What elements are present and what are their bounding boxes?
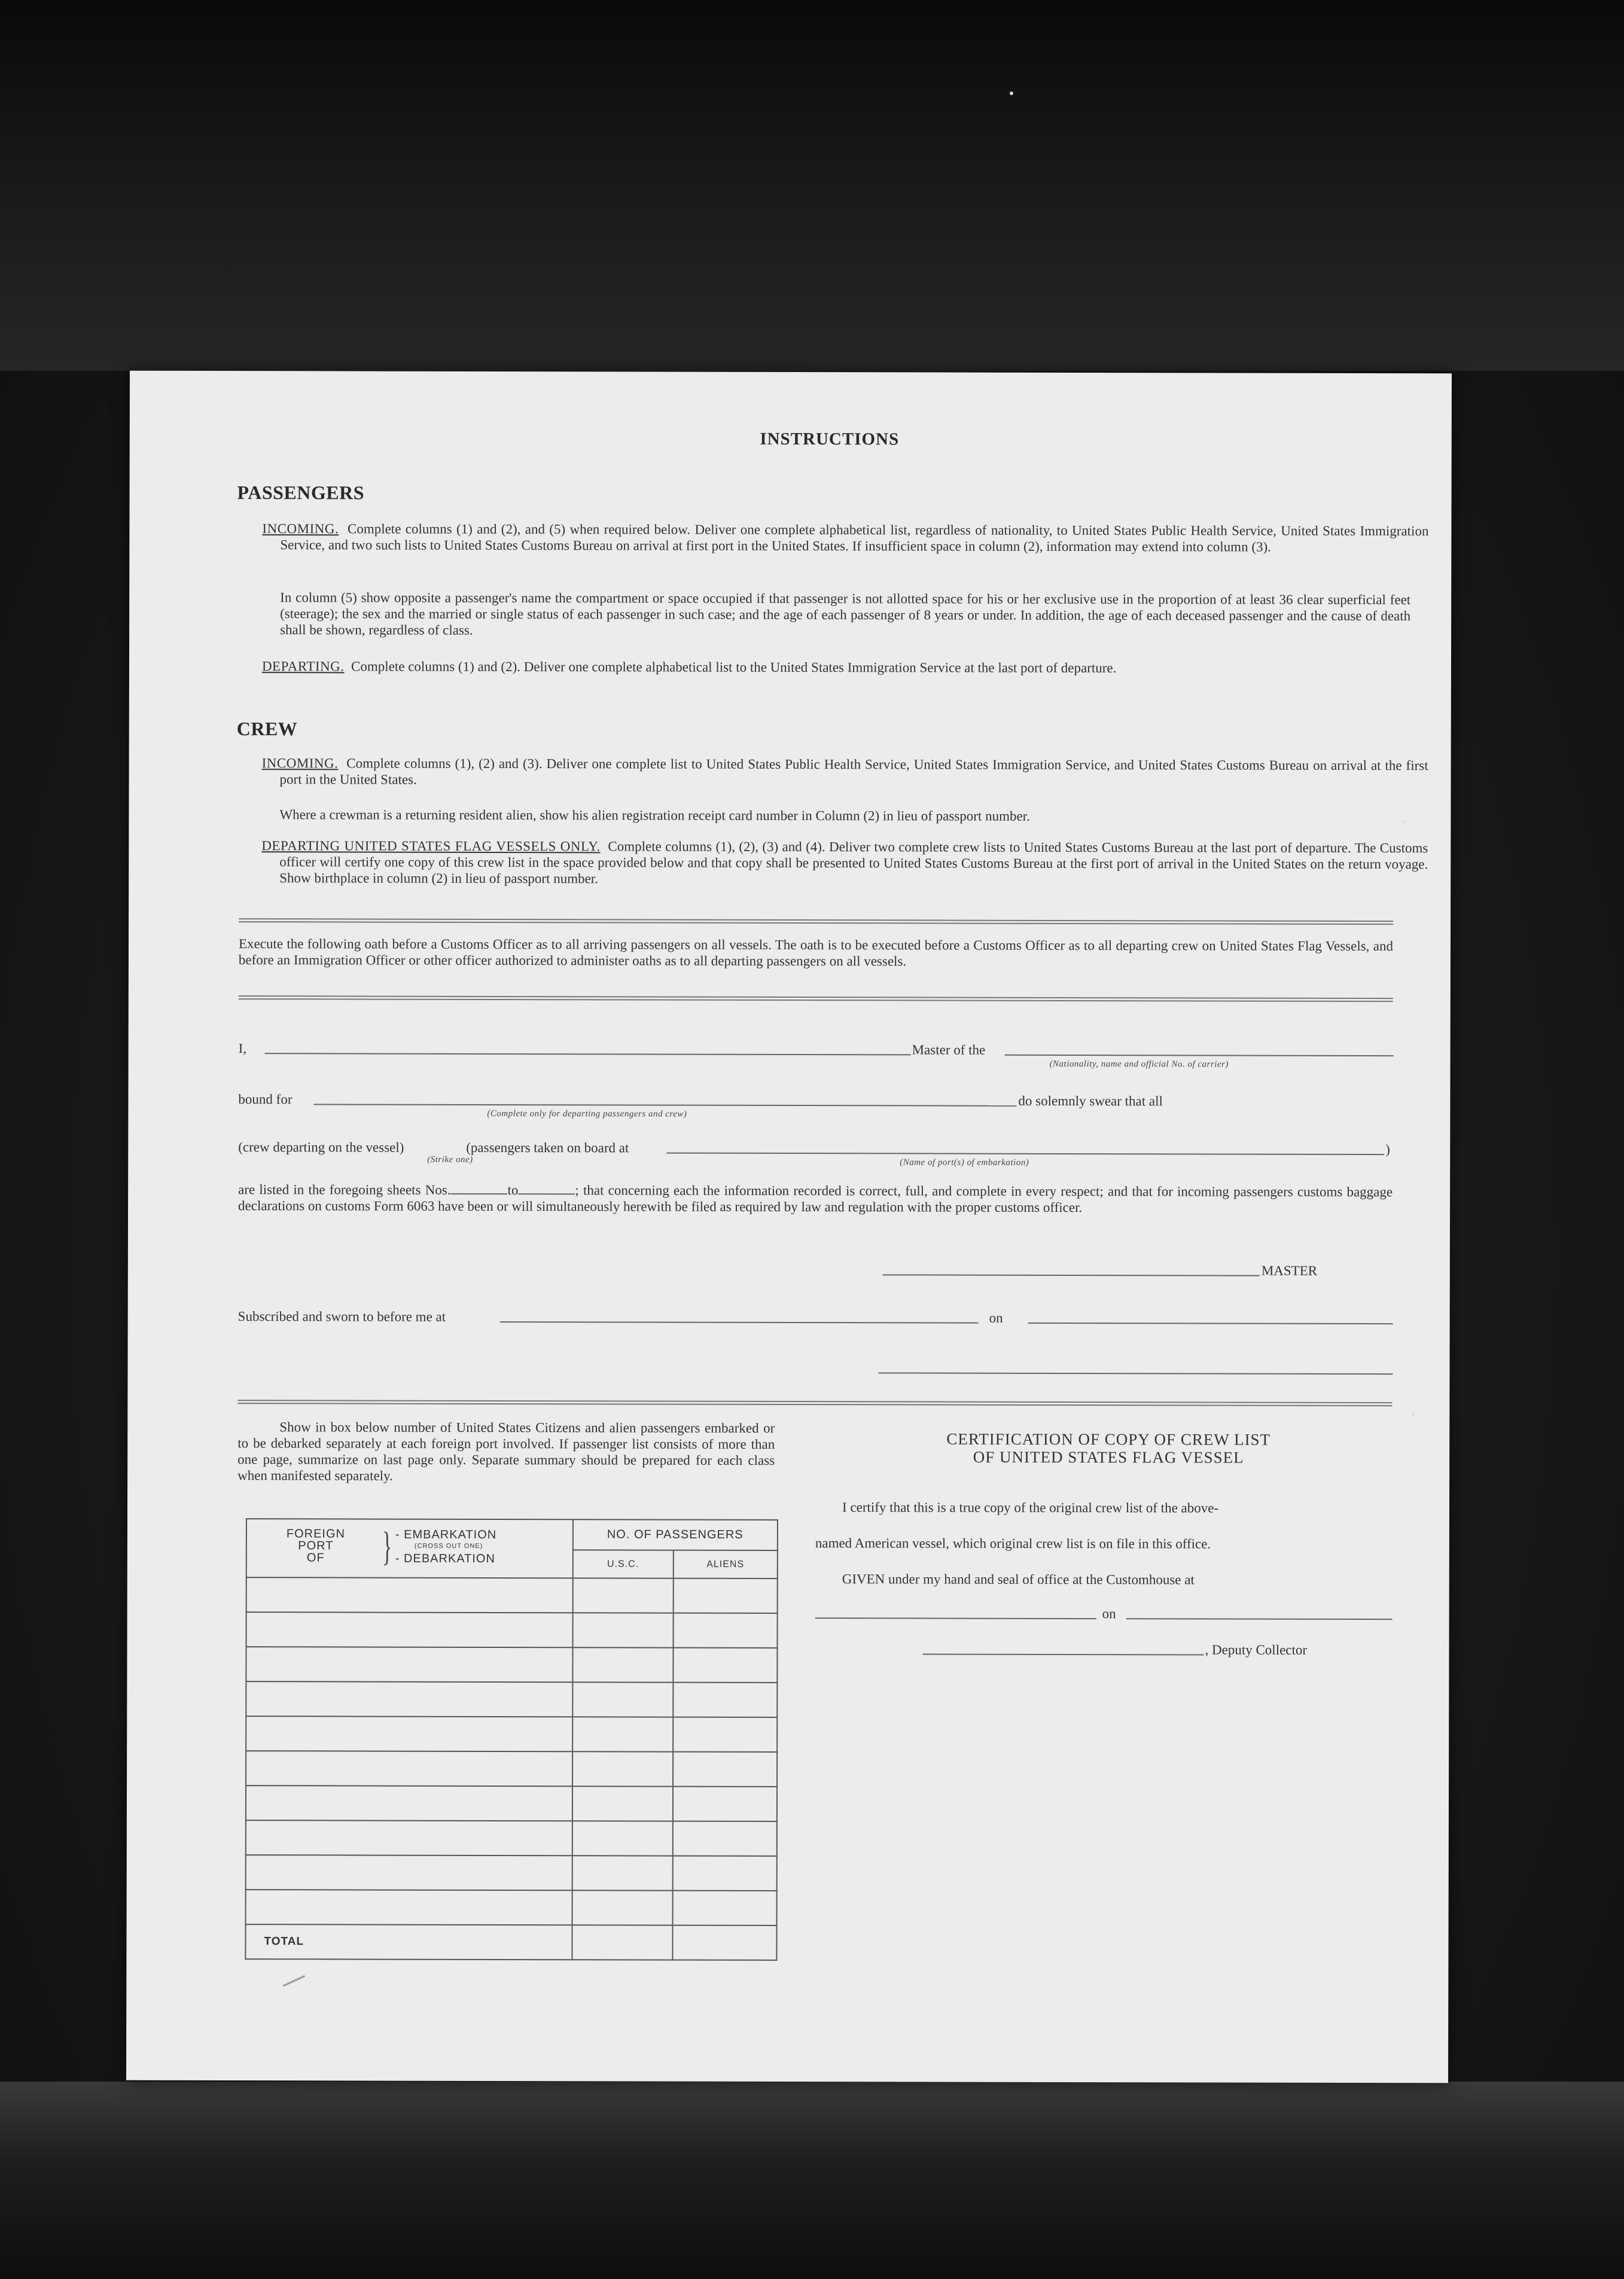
master-signature-field[interactable]: [883, 1274, 1260, 1276]
usc-cell[interactable]: [572, 1856, 672, 1890]
listed-to: to: [507, 1183, 519, 1198]
double-rule-3: [237, 1400, 1392, 1406]
sworn-place-field[interactable]: [500, 1321, 979, 1324]
passengers-departing-text: Complete columns (1) and (2). Deliver one complete alphabetical list to the United States Immigration Service at the last port of departure.: [351, 659, 1117, 676]
bound-for-caption: (Complete only for departing passengers and crew): [487, 1108, 687, 1119]
usc-cell[interactable]: [572, 1717, 673, 1751]
deputy-collector-signature-field[interactable]: [923, 1653, 1204, 1655]
carrier-field[interactable]: [1005, 1055, 1394, 1056]
aliens-cell[interactable]: [673, 1821, 777, 1856]
certification-line-3: GIVEN under my hand and seal of office at the Customhouse at: [842, 1571, 1195, 1588]
dust-speck: [1403, 821, 1406, 823]
usc-cell[interactable]: [572, 1751, 673, 1786]
table-row: [246, 1577, 778, 1613]
no-of-passengers-header: NO. OF PASSENGERS: [573, 1519, 778, 1550]
crew-heading: CREW: [236, 718, 298, 740]
passengers-departing-paragraph: [262, 658, 1428, 677]
scanner-background-bottom: [0, 2082, 1624, 2279]
table-row: [246, 1751, 777, 1787]
port-cell[interactable]: [246, 1855, 572, 1890]
usc-cell[interactable]: [572, 1613, 673, 1647]
strike-one-caption: (Strike one): [427, 1154, 473, 1165]
crew-departing-option: (crew departing on the vessel): [238, 1140, 404, 1155]
usc-cell[interactable]: [572, 1890, 672, 1925]
table-row: [246, 1716, 777, 1752]
port-header-line3: OF: [306, 1551, 325, 1565]
master-label: MASTER: [1261, 1263, 1318, 1278]
officer-signature-field[interactable]: [878, 1372, 1393, 1375]
scanner-background-top: [0, 0, 1624, 371]
table-row: [246, 1890, 777, 1925]
port-header-line1: FOREIGN: [286, 1527, 346, 1541]
crew-incoming-label: INCOMING.: [261, 755, 339, 771]
port-cell[interactable]: [246, 1612, 573, 1647]
certification-on-label: on: [1102, 1606, 1116, 1622]
certification-heading-1: CERTIFICATION OF COPY OF CREW LIST: [946, 1430, 1271, 1449]
table-row: [246, 1786, 777, 1821]
certification-heading-2: OF UNITED STATES FLAG VESSEL: [973, 1448, 1244, 1467]
summary-instruction: Show in box below number of United States Citizens and alien passengers embarked or to be debarked separately at each foreign port involved. If passenger list consists of more than one page, summarize on last page only. Separate summary should be prepared for each class when manifested separately.: [237, 1419, 775, 1483]
aliens-cell[interactable]: [673, 1613, 777, 1648]
nationality-caption: (Nationality, name and official No. of carrier): [1049, 1059, 1229, 1070]
sheet-from-field[interactable]: [451, 1183, 508, 1195]
aliens-cell[interactable]: [672, 1856, 776, 1891]
subscribed-label: Subscribed and sworn to before me at: [237, 1309, 446, 1324]
aliens-cell[interactable]: [673, 1648, 777, 1683]
aliens-cell[interactable]: [673, 1787, 777, 1821]
master-name-field[interactable]: [265, 1053, 911, 1055]
usc-cell[interactable]: [572, 1786, 673, 1821]
embarkation-label: - EMBARKATION: [395, 1528, 497, 1541]
certification-line-1: I certify that this is a true copy of the original crew list of the above-: [842, 1500, 1219, 1516]
crew-incoming-text: Complete columns (1), (2) and (3). Deliver one complete list to United States Public Health Service, United States Immigration Service, and United States Customs Bureau on arrival at the first port in the United States.: [279, 755, 1428, 787]
passengers-taken-option: (passengers taken on board at: [466, 1140, 629, 1156]
usc-total-cell[interactable]: [572, 1925, 672, 1960]
crew-departing-paragraph: [261, 837, 1428, 888]
bound-for-label: bound for: [238, 1092, 292, 1107]
dust-speck: [1010, 92, 1013, 95]
total-row: [245, 1924, 776, 1960]
usc-cell[interactable]: [572, 1578, 673, 1613]
aliens-cell[interactable]: [673, 1717, 777, 1752]
port-header-cell: [246, 1519, 573, 1578]
debarkation-label: - DEBARKATION: [395, 1552, 495, 1565]
port-cell[interactable]: [246, 1647, 572, 1682]
certification-date-field[interactable]: [1126, 1618, 1393, 1620]
table-row: [246, 1681, 777, 1717]
sheet-to-field[interactable]: [518, 1183, 575, 1195]
passengers-incoming-label: INCOMING.: [262, 521, 339, 537]
port-cell[interactable]: [246, 1751, 572, 1786]
double-rule-1: [239, 918, 1393, 925]
crew-departing-text: Complete columns (1), (2), (3) and (4). Deliver two complete crew lists to United States Customs Bureau at the last port of departure. The Customs officer will certify one copy of this crew list in the space provided below and that copy shall be presented to United States Customs Bureau at the first port of arrival in the United States on the return voyage. Show birthplace in column (2) in lieu of passport number.: [279, 839, 1428, 886]
close-paren: ): [1385, 1142, 1390, 1157]
table-row: [246, 1647, 777, 1683]
page-title: INSTRUCTIONS: [760, 429, 900, 449]
passengers-heading: PASSENGERS: [237, 482, 365, 504]
passengers-column5-paragraph: In column (5) show opposite a passenger's name the compartment or space occupied if that passenger is not allotted space for his or her exclusive use in the proportion of at least 36 clear superficial feet (steerage); the sex and the married or single status of each passenger in such case; and the age of each passenger of 8 years or under. In addition, the age of each deceased passenger and the cause of death shall be shown, regardless of class.: [280, 590, 1411, 638]
customhouse-field[interactable]: [815, 1617, 1096, 1619]
usc-header: U.S.C.: [572, 1550, 673, 1578]
port-caption: (Name of port(s) of embarkation): [900, 1157, 1029, 1168]
aliens-cell[interactable]: [673, 1752, 777, 1787]
table-row: [246, 1820, 777, 1856]
aliens-cell[interactable]: [673, 1683, 777, 1717]
certification-line-2: named American vessel, which original crew list is on file in this office.: [815, 1535, 1211, 1552]
crew-departing-label: DEPARTING UNITED STATES FLAG VESSELS ONLY.: [261, 838, 601, 854]
passengers-incoming-paragraph: [262, 520, 1428, 555]
bound-for-field[interactable]: [313, 1104, 1016, 1106]
port-cell[interactable]: [246, 1681, 572, 1717]
port-header-label: [271, 1528, 361, 1564]
passengers-departing-label: DEPARTING.: [261, 659, 345, 674]
aliens-cell[interactable]: [673, 1579, 777, 1613]
port-cell[interactable]: [246, 1820, 572, 1856]
port-cell[interactable]: [246, 1786, 572, 1821]
double-rule-2: [239, 995, 1393, 1002]
port-header-line2: PORT: [298, 1539, 334, 1553]
aliens-total-cell[interactable]: [672, 1925, 776, 1960]
passengers-incoming-text: Complete columns (1) and (2), and (5) when required below. Deliver one complete alphabetical list, regardless of nationality, to United States Public Health Service, United States Immigration Service, and two such lists to United States Customs Bureau on arrival at first port in the United States. If insufficient space in column (2), information may extend into column (3).: [280, 521, 1429, 554]
oath-i-label: I,: [238, 1041, 247, 1056]
dust-speck: [1412, 1413, 1415, 1416]
sworn-on-label: on: [989, 1310, 1003, 1326]
usc-cell[interactable]: [572, 1821, 672, 1856]
master-of-the-label: Master of the: [912, 1042, 986, 1058]
swear-text: do solemnly swear that all: [1018, 1093, 1163, 1109]
crew-resident-paragraph: Where a crewman is a returning resident alien, show his alien registration receipt card number in Column (2) in lieu of passport number.: [279, 807, 1030, 824]
sworn-date-field[interactable]: [1028, 1323, 1393, 1324]
listed-prefix: are listed in the foregoing sheets Nos.: [238, 1182, 451, 1198]
pen-mark: [283, 1975, 306, 1987]
embarkation-port-field[interactable]: [666, 1153, 1384, 1156]
aliens-cell[interactable]: [672, 1891, 776, 1925]
port-cell[interactable]: [246, 1577, 573, 1613]
table-row: [246, 1612, 778, 1648]
table-header-row: [246, 1519, 778, 1550]
usc-cell[interactable]: [572, 1647, 673, 1682]
aliens-header: ALIENS: [674, 1550, 778, 1579]
passenger-summary-table: [245, 1518, 778, 1961]
listed-paragraph: [238, 1181, 1393, 1216]
cross-out-label: (CROSS OUT ONE): [414, 1542, 483, 1550]
total-label: TOTAL: [245, 1924, 572, 1960]
listed-suffix: ; that concerning each the information recorded is correct, full, and complete in every respect; and that for incoming passengers customs baggage declarations on customs Form 6063 have been or will simultaneously herewith be filed as required by law and regulation with the proper customs officer.: [238, 1183, 1393, 1215]
port-cell[interactable]: [246, 1716, 572, 1751]
usc-cell[interactable]: [572, 1682, 673, 1717]
deputy-collector-label: , Deputy Collector: [1205, 1642, 1308, 1658]
document-page: [126, 371, 1452, 2083]
brace-icon: }: [382, 1523, 392, 1569]
port-cell[interactable]: [246, 1890, 572, 1925]
table-row: [246, 1855, 777, 1891]
oath-instruction-paragraph: Execute the following oath before a Customs Officer as to all arriving passengers on all vessels. The oath is to be executed before a Customs Officer as to all departing crew on United States Flag Vessels, and before an Immigration Officer or other officer authorized to administer oaths as to all departing passengers on all vessels.: [238, 936, 1394, 969]
crew-incoming-paragraph: [262, 755, 1428, 790]
